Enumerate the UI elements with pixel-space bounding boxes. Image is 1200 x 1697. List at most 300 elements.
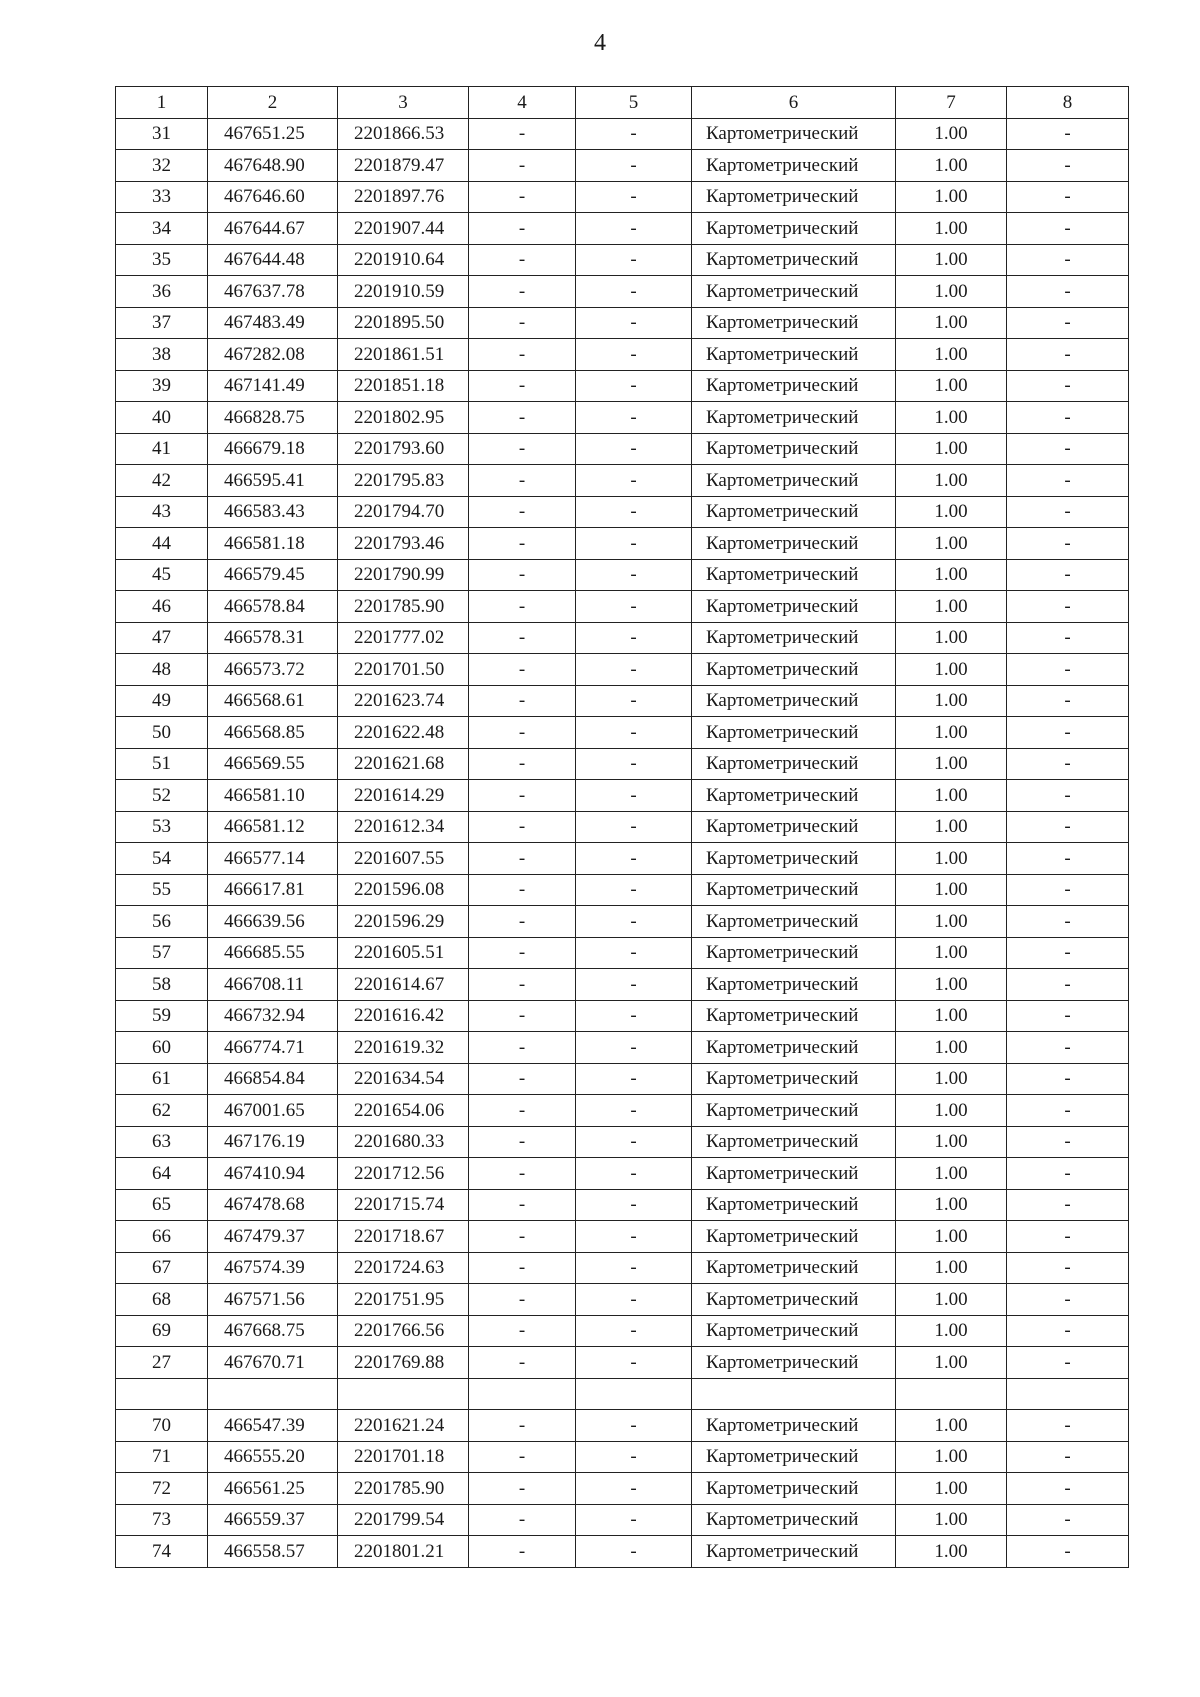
point-number-cell: 38 bbox=[116, 339, 208, 371]
point-number-cell: 62 bbox=[116, 1095, 208, 1127]
col5-cell: - bbox=[576, 370, 692, 402]
accuracy-cell: 1.00 bbox=[896, 685, 1007, 717]
x-coordinate-cell: 466568.85 bbox=[208, 717, 338, 749]
table-row bbox=[116, 1284, 1129, 1316]
method-cell: Картометрический bbox=[692, 213, 896, 245]
accuracy-cell: 1.00 bbox=[896, 717, 1007, 749]
method-cell: Картометрический bbox=[692, 717, 896, 749]
point-number-cell: 56 bbox=[116, 906, 208, 938]
y-coordinate-cell: 2201795.83 bbox=[338, 465, 469, 497]
point-number-cell: 52 bbox=[116, 780, 208, 812]
col8-cell: - bbox=[1007, 150, 1129, 182]
accuracy-cell: 1.00 bbox=[896, 1347, 1007, 1379]
col4-cell: - bbox=[469, 654, 576, 686]
point-number-cell: 40 bbox=[116, 402, 208, 434]
y-coordinate-cell: 2201621.24 bbox=[338, 1410, 469, 1442]
accuracy-cell: 1.00 bbox=[896, 181, 1007, 213]
accuracy-cell: 1.00 bbox=[896, 370, 1007, 402]
col5-cell: - bbox=[576, 1410, 692, 1442]
point-number-cell: 41 bbox=[116, 433, 208, 465]
col5-cell: - bbox=[576, 402, 692, 434]
y-coordinate-cell: 2201680.33 bbox=[338, 1126, 469, 1158]
col5-cell: - bbox=[576, 1126, 692, 1158]
col8-cell: - bbox=[1007, 591, 1129, 623]
col4-cell: - bbox=[469, 1441, 576, 1473]
table-row bbox=[116, 717, 1129, 749]
point-number-cell: 27 bbox=[116, 1347, 208, 1379]
col5-cell: - bbox=[576, 654, 692, 686]
point-number-cell: 44 bbox=[116, 528, 208, 560]
col4-cell: - bbox=[469, 591, 576, 623]
method-cell: Картометрический bbox=[692, 591, 896, 623]
y-coordinate-cell bbox=[338, 1378, 469, 1410]
table-row bbox=[116, 118, 1129, 150]
table-row bbox=[116, 150, 1129, 182]
method-cell: Картометрический bbox=[692, 874, 896, 906]
method-cell: Картометрический bbox=[692, 906, 896, 938]
table-row bbox=[116, 1095, 1129, 1127]
point-number-cell: 61 bbox=[116, 1063, 208, 1095]
table-row bbox=[116, 1473, 1129, 1505]
table-row bbox=[116, 1221, 1129, 1253]
col4-cell: - bbox=[469, 1221, 576, 1253]
col5-cell: - bbox=[576, 1284, 692, 1316]
col8-cell: - bbox=[1007, 780, 1129, 812]
point-number-cell: 48 bbox=[116, 654, 208, 686]
y-coordinate-cell: 2201897.76 bbox=[338, 181, 469, 213]
x-coordinate-cell: 467483.49 bbox=[208, 307, 338, 339]
x-coordinate-cell: 466578.31 bbox=[208, 622, 338, 654]
table-row bbox=[116, 276, 1129, 308]
col4-cell: - bbox=[469, 339, 576, 371]
col4-cell: - bbox=[469, 843, 576, 875]
col5-cell: - bbox=[576, 1063, 692, 1095]
accuracy-cell: 1.00 bbox=[896, 780, 1007, 812]
accuracy-cell: 1.00 bbox=[896, 559, 1007, 591]
table-row bbox=[116, 1189, 1129, 1221]
x-coordinate-cell: 466854.84 bbox=[208, 1063, 338, 1095]
accuracy-cell: 1.00 bbox=[896, 969, 1007, 1001]
point-number-cell: 31 bbox=[116, 118, 208, 150]
x-coordinate-cell: 466558.57 bbox=[208, 1536, 338, 1568]
x-coordinate-cell: 467644.48 bbox=[208, 244, 338, 276]
y-coordinate-cell: 2201861.51 bbox=[338, 339, 469, 371]
method-cell bbox=[692, 1378, 896, 1410]
col8-cell: - bbox=[1007, 244, 1129, 276]
y-coordinate-cell: 2201794.70 bbox=[338, 496, 469, 528]
accuracy-cell: 1.00 bbox=[896, 1189, 1007, 1221]
accuracy-cell: 1.00 bbox=[896, 496, 1007, 528]
y-coordinate-cell: 2201802.95 bbox=[338, 402, 469, 434]
x-coordinate-cell: 467410.94 bbox=[208, 1158, 338, 1190]
col4-cell: - bbox=[469, 1095, 576, 1127]
col4-cell: - bbox=[469, 559, 576, 591]
accuracy-cell: 1.00 bbox=[896, 937, 1007, 969]
point-number-cell: 57 bbox=[116, 937, 208, 969]
col5-cell: - bbox=[576, 906, 692, 938]
point-number-cell: 42 bbox=[116, 465, 208, 497]
method-cell: Картометрический bbox=[692, 1189, 896, 1221]
col5-cell: - bbox=[576, 276, 692, 308]
col4-cell: - bbox=[469, 1000, 576, 1032]
point-number-cell: 67 bbox=[116, 1252, 208, 1284]
col8-cell bbox=[1007, 1378, 1129, 1410]
col5-cell: - bbox=[576, 717, 692, 749]
x-coordinate-cell: 466578.84 bbox=[208, 591, 338, 623]
accuracy-cell: 1.00 bbox=[896, 1473, 1007, 1505]
col4-cell: - bbox=[469, 496, 576, 528]
table-row bbox=[116, 1347, 1129, 1379]
method-cell: Картометрический bbox=[692, 654, 896, 686]
point-number-cell: 68 bbox=[116, 1284, 208, 1316]
column-header-7: 7 bbox=[896, 87, 1007, 119]
accuracy-cell: 1.00 bbox=[896, 1221, 1007, 1253]
col8-cell: - bbox=[1007, 1126, 1129, 1158]
col4-cell: - bbox=[469, 717, 576, 749]
point-number-cell: 46 bbox=[116, 591, 208, 623]
point-number-cell: 65 bbox=[116, 1189, 208, 1221]
table-row bbox=[116, 811, 1129, 843]
header-row bbox=[116, 87, 1129, 119]
x-coordinate-cell: 466573.72 bbox=[208, 654, 338, 686]
table-header bbox=[116, 87, 1129, 119]
x-coordinate-cell: 466679.18 bbox=[208, 433, 338, 465]
x-coordinate-cell: 467176.19 bbox=[208, 1126, 338, 1158]
col5-cell: - bbox=[576, 118, 692, 150]
table-row bbox=[116, 339, 1129, 371]
table-row bbox=[116, 465, 1129, 497]
method-cell: Картометрический bbox=[692, 1000, 896, 1032]
col5-cell: - bbox=[576, 307, 692, 339]
col4-cell bbox=[469, 1378, 576, 1410]
method-cell: Картометрический bbox=[692, 1221, 896, 1253]
x-coordinate-cell: 466774.71 bbox=[208, 1032, 338, 1064]
col5-cell: - bbox=[576, 1315, 692, 1347]
accuracy-cell: 1.00 bbox=[896, 276, 1007, 308]
accuracy-cell: 1.00 bbox=[896, 1441, 1007, 1473]
col5-cell: - bbox=[576, 465, 692, 497]
accuracy-cell: 1.00 bbox=[896, 843, 1007, 875]
column-header-2: 2 bbox=[208, 87, 338, 119]
col8-cell: - bbox=[1007, 496, 1129, 528]
method-cell: Картометрический bbox=[692, 969, 896, 1001]
col8-cell: - bbox=[1007, 1189, 1129, 1221]
col4-cell: - bbox=[469, 1536, 576, 1568]
col4-cell: - bbox=[469, 780, 576, 812]
col4-cell: - bbox=[469, 433, 576, 465]
accuracy-cell: 1.00 bbox=[896, 1504, 1007, 1536]
method-cell: Картометрический bbox=[692, 780, 896, 812]
col8-cell: - bbox=[1007, 465, 1129, 497]
table-row bbox=[116, 559, 1129, 591]
x-coordinate-cell: 466828.75 bbox=[208, 402, 338, 434]
table-row bbox=[116, 1441, 1129, 1473]
col5-cell: - bbox=[576, 244, 692, 276]
col4-cell: - bbox=[469, 118, 576, 150]
col8-cell: - bbox=[1007, 370, 1129, 402]
point-number-cell: 60 bbox=[116, 1032, 208, 1064]
col8-cell: - bbox=[1007, 528, 1129, 560]
y-coordinate-cell: 2201793.46 bbox=[338, 528, 469, 560]
y-coordinate-cell: 2201623.74 bbox=[338, 685, 469, 717]
col5-cell: - bbox=[576, 1252, 692, 1284]
col8-cell: - bbox=[1007, 1315, 1129, 1347]
y-coordinate-cell: 2201605.51 bbox=[338, 937, 469, 969]
x-coordinate-cell: 467646.60 bbox=[208, 181, 338, 213]
table-row bbox=[116, 181, 1129, 213]
method-cell: Картометрический bbox=[692, 1284, 896, 1316]
col8-cell: - bbox=[1007, 1347, 1129, 1379]
col5-cell: - bbox=[576, 1000, 692, 1032]
table-row bbox=[116, 402, 1129, 434]
col5-cell: - bbox=[576, 748, 692, 780]
col8-cell: - bbox=[1007, 654, 1129, 686]
y-coordinate-cell: 2201724.63 bbox=[338, 1252, 469, 1284]
x-coordinate-cell: 466708.11 bbox=[208, 969, 338, 1001]
table-row bbox=[116, 1158, 1129, 1190]
col5-cell: - bbox=[576, 213, 692, 245]
col5-cell: - bbox=[576, 780, 692, 812]
y-coordinate-cell: 2201799.54 bbox=[338, 1504, 469, 1536]
point-number-cell: 49 bbox=[116, 685, 208, 717]
method-cell: Картометрический bbox=[692, 1536, 896, 1568]
col4-cell: - bbox=[469, 150, 576, 182]
method-cell: Картометрический bbox=[692, 811, 896, 843]
col8-cell: - bbox=[1007, 402, 1129, 434]
col4-cell: - bbox=[469, 969, 576, 1001]
col4-cell: - bbox=[469, 1126, 576, 1158]
x-coordinate-cell: 466581.12 bbox=[208, 811, 338, 843]
col4-cell: - bbox=[469, 370, 576, 402]
table-row bbox=[116, 685, 1129, 717]
col4-cell: - bbox=[469, 276, 576, 308]
table-row bbox=[116, 1126, 1129, 1158]
x-coordinate-cell: 467282.08 bbox=[208, 339, 338, 371]
method-cell: Картометрический bbox=[692, 559, 896, 591]
table-row bbox=[116, 937, 1129, 969]
column-header-5: 5 bbox=[576, 87, 692, 119]
accuracy-cell: 1.00 bbox=[896, 1158, 1007, 1190]
col4-cell: - bbox=[469, 874, 576, 906]
col8-cell: - bbox=[1007, 1504, 1129, 1536]
point-number-cell: 55 bbox=[116, 874, 208, 906]
method-cell: Картометрический bbox=[692, 1095, 896, 1127]
point-number-cell: 35 bbox=[116, 244, 208, 276]
y-coordinate-cell: 2201777.02 bbox=[338, 622, 469, 654]
table-row bbox=[116, 622, 1129, 654]
col4-cell: - bbox=[469, 1347, 576, 1379]
col5-cell: - bbox=[576, 811, 692, 843]
accuracy-cell: 1.00 bbox=[896, 433, 1007, 465]
col4-cell: - bbox=[469, 244, 576, 276]
col5-cell: - bbox=[576, 1347, 692, 1379]
x-coordinate-cell: 467668.75 bbox=[208, 1315, 338, 1347]
table-row bbox=[116, 1536, 1129, 1568]
column-header-4: 4 bbox=[469, 87, 576, 119]
x-coordinate-cell: 466581.10 bbox=[208, 780, 338, 812]
col4-cell: - bbox=[469, 1252, 576, 1284]
col5-cell: - bbox=[576, 937, 692, 969]
col8-cell: - bbox=[1007, 622, 1129, 654]
point-number-cell: 34 bbox=[116, 213, 208, 245]
col8-cell: - bbox=[1007, 811, 1129, 843]
col5-cell bbox=[576, 1378, 692, 1410]
point-number-cell: 71 bbox=[116, 1441, 208, 1473]
method-cell: Картометрический bbox=[692, 433, 896, 465]
point-number-cell bbox=[116, 1378, 208, 1410]
col8-cell: - bbox=[1007, 1063, 1129, 1095]
y-coordinate-cell: 2201712.56 bbox=[338, 1158, 469, 1190]
accuracy-cell: 1.00 bbox=[896, 1095, 1007, 1127]
method-cell: Картометрический bbox=[692, 339, 896, 371]
accuracy-cell: 1.00 bbox=[896, 150, 1007, 182]
method-cell: Картометрический bbox=[692, 937, 896, 969]
y-coordinate-cell: 2201785.90 bbox=[338, 591, 469, 623]
y-coordinate-cell: 2201616.42 bbox=[338, 1000, 469, 1032]
method-cell: Картометрический bbox=[692, 622, 896, 654]
col5-cell: - bbox=[576, 1536, 692, 1568]
col5-cell: - bbox=[576, 1504, 692, 1536]
col5-cell: - bbox=[576, 969, 692, 1001]
accuracy-cell: 1.00 bbox=[896, 1126, 1007, 1158]
col4-cell: - bbox=[469, 402, 576, 434]
point-number-cell: 64 bbox=[116, 1158, 208, 1190]
y-coordinate-cell: 2201701.50 bbox=[338, 654, 469, 686]
column-header-6: 6 bbox=[692, 87, 896, 119]
method-cell: Картометрический bbox=[692, 1063, 896, 1095]
accuracy-cell bbox=[896, 1378, 1007, 1410]
col8-cell: - bbox=[1007, 213, 1129, 245]
accuracy-cell: 1.00 bbox=[896, 811, 1007, 843]
col4-cell: - bbox=[469, 748, 576, 780]
col8-cell: - bbox=[1007, 181, 1129, 213]
col4-cell: - bbox=[469, 1158, 576, 1190]
col5-cell: - bbox=[576, 181, 692, 213]
point-number-cell: 45 bbox=[116, 559, 208, 591]
table-row bbox=[116, 1000, 1129, 1032]
column-header-8: 8 bbox=[1007, 87, 1129, 119]
accuracy-cell: 1.00 bbox=[896, 1063, 1007, 1095]
y-coordinate-cell: 2201766.56 bbox=[338, 1315, 469, 1347]
y-coordinate-cell: 2201607.55 bbox=[338, 843, 469, 875]
point-number-cell: 73 bbox=[116, 1504, 208, 1536]
col5-cell: - bbox=[576, 622, 692, 654]
col8-cell: - bbox=[1007, 1032, 1129, 1064]
col5-cell: - bbox=[576, 1158, 692, 1190]
x-coordinate-cell: 466568.61 bbox=[208, 685, 338, 717]
x-coordinate-cell: 466561.25 bbox=[208, 1473, 338, 1505]
col4-cell: - bbox=[469, 1410, 576, 1442]
y-coordinate-cell: 2201907.44 bbox=[338, 213, 469, 245]
y-coordinate-cell: 2201751.95 bbox=[338, 1284, 469, 1316]
x-coordinate-cell: 466569.55 bbox=[208, 748, 338, 780]
coordinates-table bbox=[115, 86, 1129, 1568]
x-coordinate-cell: 466685.55 bbox=[208, 937, 338, 969]
col5-cell: - bbox=[576, 1221, 692, 1253]
point-number-cell: 70 bbox=[116, 1410, 208, 1442]
col4-cell: - bbox=[469, 1473, 576, 1505]
col5-cell: - bbox=[576, 1095, 692, 1127]
x-coordinate-cell: 467637.78 bbox=[208, 276, 338, 308]
method-cell: Картометрический bbox=[692, 244, 896, 276]
x-coordinate-cell: 467670.71 bbox=[208, 1347, 338, 1379]
table-row bbox=[116, 1315, 1129, 1347]
method-cell: Картометрический bbox=[692, 1126, 896, 1158]
x-coordinate-cell: 466595.41 bbox=[208, 465, 338, 497]
column-header-3: 3 bbox=[338, 87, 469, 119]
method-cell: Картометрический bbox=[692, 370, 896, 402]
y-coordinate-cell: 2201715.74 bbox=[338, 1189, 469, 1221]
col5-cell: - bbox=[576, 843, 692, 875]
x-coordinate-cell bbox=[208, 1378, 338, 1410]
method-cell: Картометрический bbox=[692, 276, 896, 308]
accuracy-cell: 1.00 bbox=[896, 528, 1007, 560]
col8-cell: - bbox=[1007, 339, 1129, 371]
y-coordinate-cell: 2201619.32 bbox=[338, 1032, 469, 1064]
col8-cell: - bbox=[1007, 1473, 1129, 1505]
point-number-cell: 66 bbox=[116, 1221, 208, 1253]
accuracy-cell: 1.00 bbox=[896, 1536, 1007, 1568]
accuracy-cell: 1.00 bbox=[896, 654, 1007, 686]
point-number-cell: 72 bbox=[116, 1473, 208, 1505]
col8-cell: - bbox=[1007, 843, 1129, 875]
point-number-cell: 69 bbox=[116, 1315, 208, 1347]
y-coordinate-cell: 2201769.88 bbox=[338, 1347, 469, 1379]
col8-cell: - bbox=[1007, 906, 1129, 938]
y-coordinate-cell: 2201634.54 bbox=[338, 1063, 469, 1095]
col5-cell: - bbox=[576, 528, 692, 560]
x-coordinate-cell: 466639.56 bbox=[208, 906, 338, 938]
point-number-cell: 37 bbox=[116, 307, 208, 339]
y-coordinate-cell: 2201614.29 bbox=[338, 780, 469, 812]
table-row bbox=[116, 1410, 1129, 1442]
y-coordinate-cell: 2201654.06 bbox=[338, 1095, 469, 1127]
col5-cell: - bbox=[576, 591, 692, 623]
method-cell: Картометрический bbox=[692, 307, 896, 339]
x-coordinate-cell: 467648.90 bbox=[208, 150, 338, 182]
table-row bbox=[116, 1063, 1129, 1095]
accuracy-cell: 1.00 bbox=[896, 402, 1007, 434]
col5-cell: - bbox=[576, 1189, 692, 1221]
x-coordinate-cell: 467141.49 bbox=[208, 370, 338, 402]
col8-cell: - bbox=[1007, 1000, 1129, 1032]
x-coordinate-cell: 466577.14 bbox=[208, 843, 338, 875]
method-cell: Картометрический bbox=[692, 118, 896, 150]
method-cell: Картометрический bbox=[692, 1410, 896, 1442]
table-row bbox=[116, 591, 1129, 623]
y-coordinate-cell: 2201701.18 bbox=[338, 1441, 469, 1473]
y-coordinate-cell: 2201596.29 bbox=[338, 906, 469, 938]
table-row bbox=[116, 969, 1129, 1001]
y-coordinate-cell: 2201596.08 bbox=[338, 874, 469, 906]
point-number-cell: 33 bbox=[116, 181, 208, 213]
method-cell: Картометрический bbox=[692, 1347, 896, 1379]
y-coordinate-cell: 2201790.99 bbox=[338, 559, 469, 591]
method-cell: Картометрический bbox=[692, 1473, 896, 1505]
col8-cell: - bbox=[1007, 307, 1129, 339]
point-number-cell: 47 bbox=[116, 622, 208, 654]
point-number-cell: 43 bbox=[116, 496, 208, 528]
col8-cell: - bbox=[1007, 1441, 1129, 1473]
accuracy-cell: 1.00 bbox=[896, 213, 1007, 245]
col8-cell: - bbox=[1007, 969, 1129, 1001]
col8-cell: - bbox=[1007, 1221, 1129, 1253]
accuracy-cell: 1.00 bbox=[896, 622, 1007, 654]
y-coordinate-cell: 2201612.34 bbox=[338, 811, 469, 843]
table-row bbox=[116, 1252, 1129, 1284]
col4-cell: - bbox=[469, 685, 576, 717]
col4-cell: - bbox=[469, 181, 576, 213]
